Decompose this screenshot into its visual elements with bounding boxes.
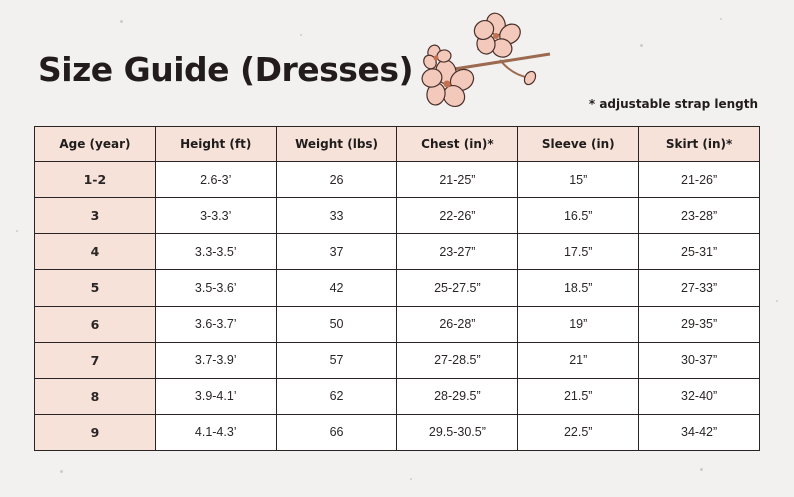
paper-speck (410, 478, 412, 480)
paper-speck (720, 18, 722, 20)
sleeve-cell: 19” (518, 306, 639, 342)
age-cell: 1-2 (35, 162, 156, 198)
age-cell: 5 (35, 270, 156, 306)
table-row (35, 162, 760, 198)
table-header-row (35, 127, 760, 162)
age-cell: 6 (35, 306, 156, 342)
skirt-cell: 30-37” (639, 342, 760, 378)
weight-cell: 33 (276, 198, 397, 234)
page-title: Size Guide (Dresses) (38, 50, 414, 89)
chest-cell: 25-27.5” (397, 270, 518, 306)
skirt-cell: 21-26” (639, 162, 760, 198)
chest-cell: 29.5-30.5” (397, 414, 518, 450)
header-height: Height (ft) (155, 127, 276, 162)
table-row (35, 198, 760, 234)
chest-cell: 28-29.5” (397, 378, 518, 414)
table-row (35, 306, 760, 342)
header-weight: Weight (lbs) (276, 127, 397, 162)
sleeve-cell: 21” (518, 342, 639, 378)
weight-cell: 37 (276, 234, 397, 270)
chest-cell: 22-26” (397, 198, 518, 234)
skirt-cell: 27-33” (639, 270, 760, 306)
chest-cell: 26-28” (397, 306, 518, 342)
height-cell: 3.5-3.6’ (155, 270, 276, 306)
age-cell: 8 (35, 378, 156, 414)
age-cell: 7 (35, 342, 156, 378)
paper-speck (16, 230, 18, 232)
height-cell: 3.6-3.7’ (155, 306, 276, 342)
paper-speck (120, 20, 123, 23)
height-cell: 2.6-3’ (155, 162, 276, 198)
header-skirt: Skirt (in)* (639, 127, 760, 162)
height-cell: 3.7-3.9’ (155, 342, 276, 378)
paper-speck (60, 470, 63, 473)
skirt-cell: 32-40” (639, 378, 760, 414)
table-row (35, 342, 760, 378)
weight-cell: 66 (276, 414, 397, 450)
height-cell: 3-3.3’ (155, 198, 276, 234)
skirt-cell: 34-42” (639, 414, 760, 450)
table-row (35, 378, 760, 414)
weight-cell: 50 (276, 306, 397, 342)
weight-cell: 57 (276, 342, 397, 378)
skirt-cell: 25-31” (639, 234, 760, 270)
age-cell: 4 (35, 234, 156, 270)
weight-cell: 62 (276, 378, 397, 414)
weight-cell: 42 (276, 270, 397, 306)
sleeve-cell: 16.5” (518, 198, 639, 234)
height-cell: 4.1-4.3’ (155, 414, 276, 450)
skirt-cell: 29-35” (639, 306, 760, 342)
skirt-cell: 23-28” (639, 198, 760, 234)
table-row (35, 414, 760, 450)
sleeve-cell: 15” (518, 162, 639, 198)
chest-cell: 21-25” (397, 162, 518, 198)
sleeve-cell: 21.5” (518, 378, 639, 414)
age-cell: 9 (35, 414, 156, 450)
paper-speck (700, 468, 703, 471)
strap-length-note: * adjustable strap length (588, 97, 758, 111)
table-row (35, 270, 760, 306)
weight-cell: 26 (276, 162, 397, 198)
chest-cell: 27-28.5” (397, 342, 518, 378)
sleeve-cell: 17.5” (518, 234, 639, 270)
table-row (35, 234, 760, 270)
sleeve-cell: 18.5” (518, 270, 639, 306)
header-chest: Chest (in)* (397, 127, 518, 162)
sleeve-cell: 22.5” (518, 414, 639, 450)
cherry-blossom-icon (418, 10, 552, 116)
age-cell: 3 (35, 198, 156, 234)
size-guide-table (34, 126, 760, 451)
height-cell: 3.3-3.5’ (155, 234, 276, 270)
header-sleeve: Sleeve (in) (518, 127, 639, 162)
chest-cell: 23-27” (397, 234, 518, 270)
paper-speck (300, 34, 302, 36)
paper-speck (640, 44, 643, 47)
paper-speck (776, 300, 778, 302)
height-cell: 3.9-4.1’ (155, 378, 276, 414)
header-age: Age (year) (35, 127, 156, 162)
